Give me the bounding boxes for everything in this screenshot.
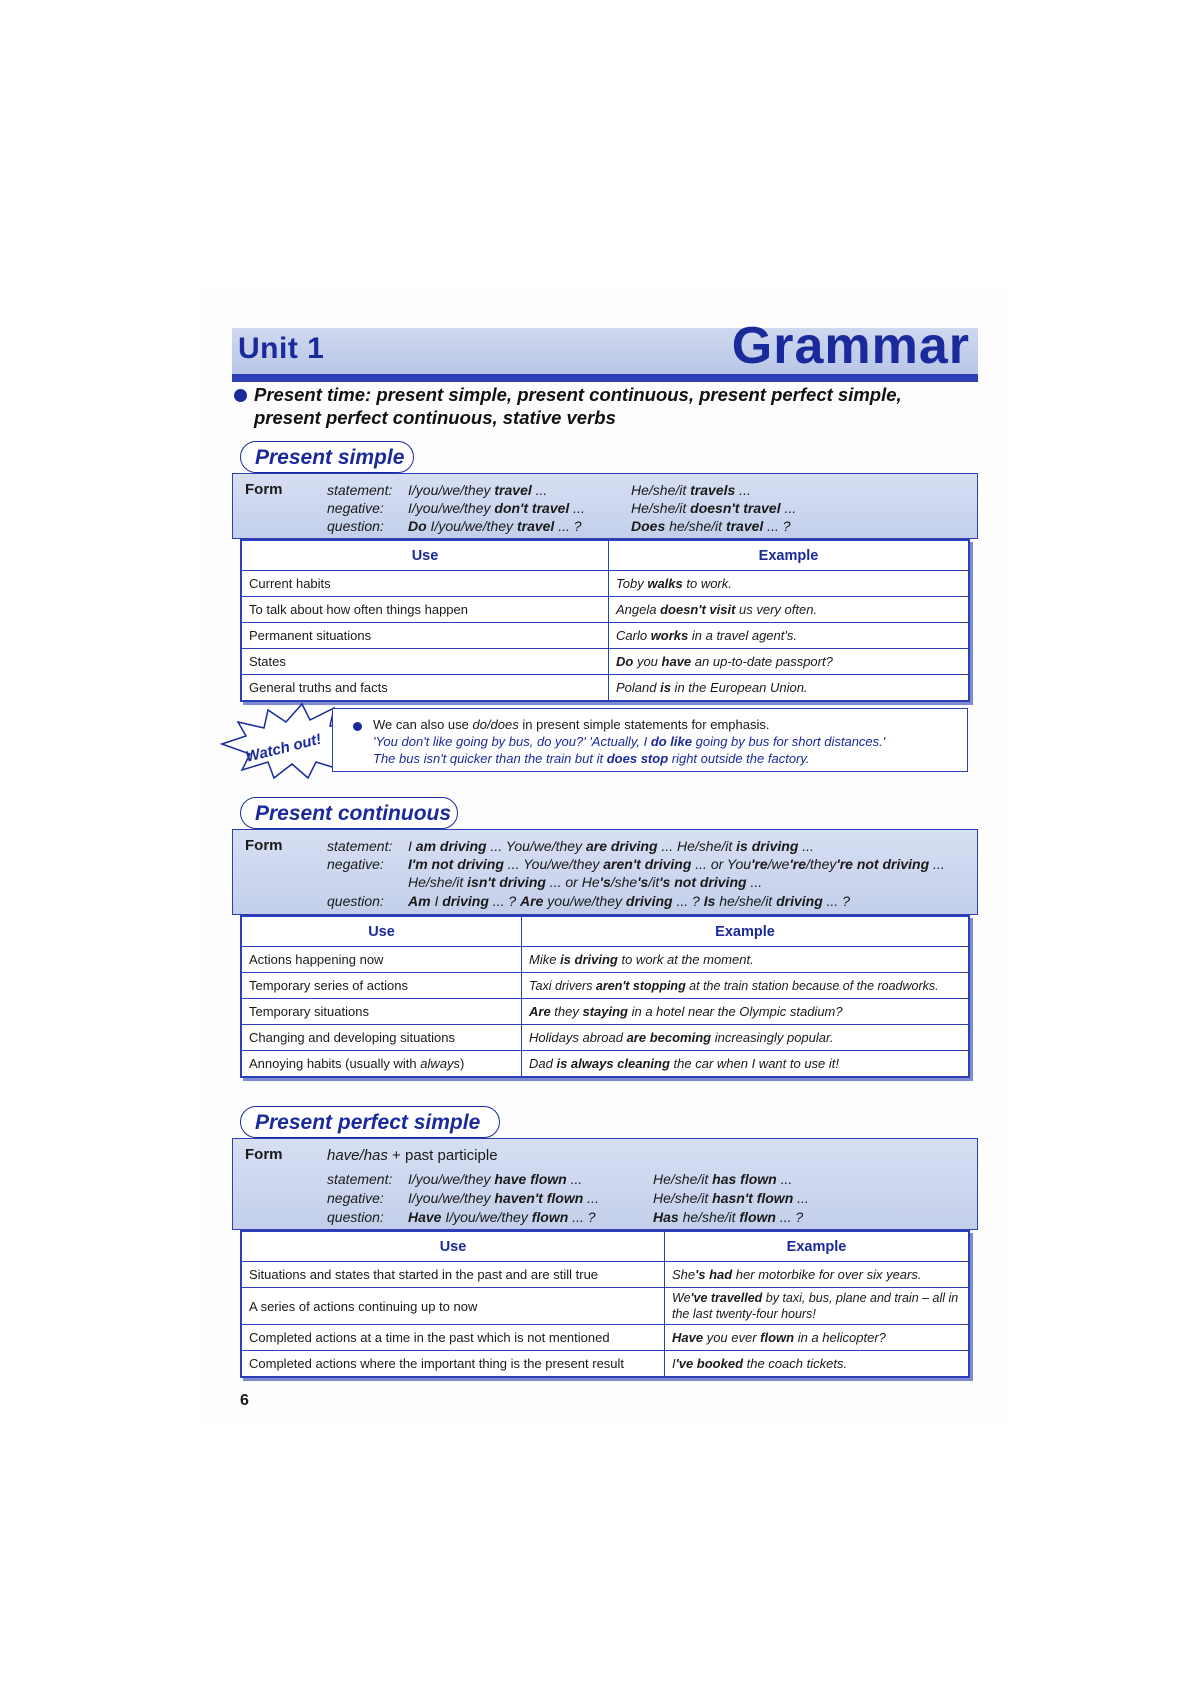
topic-heading xyxy=(254,383,974,429)
topic-line-1: Present time: present simple, present continuous, present perfect simple, xyxy=(254,384,902,405)
use-cell: States xyxy=(241,649,609,675)
table-header-row xyxy=(241,916,969,947)
watch-out-text: Watch out! xyxy=(244,730,324,766)
use-cell: Completed actions at a time in the past which is not mentioned xyxy=(241,1325,665,1351)
negative-label: negative: xyxy=(327,500,384,516)
table-row xyxy=(241,597,969,623)
use-cell: Completed actions where the important thing is the present result xyxy=(241,1351,665,1378)
example-cell: Do you have an up-to-date passport? xyxy=(609,649,970,675)
example-cell: I've booked the coach tickets. xyxy=(665,1351,970,1378)
watch-out-box xyxy=(332,708,968,772)
table-row xyxy=(241,623,969,649)
form-statement: I am driving ... You/we/they are driving ... He/she/it is driving ... xyxy=(408,838,814,854)
example-cell: Dad is always cleaning the car when I want to use it! xyxy=(522,1051,970,1078)
use-cell: Actions happening now xyxy=(241,947,522,973)
table-row xyxy=(241,999,969,1025)
use-cell: To talk about how often things happen xyxy=(241,597,609,623)
present-continuous-form-box xyxy=(232,829,978,915)
present-continuous-table xyxy=(240,915,970,1078)
use-cell: Annoying habits (usually with always) xyxy=(241,1051,522,1078)
form-label: Form xyxy=(245,1146,283,1163)
form-statement-plural: I/you/we/they have flown ... xyxy=(408,1171,583,1187)
section-title-present-simple: Present simple xyxy=(240,441,414,473)
example-cell: Carlo works in a travel agent's. xyxy=(609,623,970,649)
present-perfect-form-box xyxy=(232,1138,978,1230)
example-cell: Angela doesn't visit us very often. xyxy=(609,597,970,623)
example-cell: Have you ever flown in a helicopter? xyxy=(665,1325,970,1351)
table-row xyxy=(241,1025,969,1051)
table-row xyxy=(241,973,969,999)
question-label: question: xyxy=(327,518,384,534)
form-negative-singular: He/she/it doesn't travel ... xyxy=(631,500,797,516)
statement-label: statement: xyxy=(327,1171,393,1187)
table-row xyxy=(241,1051,969,1078)
statement-label: statement: xyxy=(327,838,393,854)
use-cell: A series of actions continuing up to now xyxy=(241,1288,665,1325)
form-statement-singular: He/she/it has flown ... xyxy=(653,1171,793,1187)
example-header: Example xyxy=(609,540,970,571)
use-cell: Permanent situations xyxy=(241,623,609,649)
watch-out-line-2: 'You don't like going by bus, do you?' 'Actually, I do like going by bus for short distances.' xyxy=(373,734,886,749)
form-negative-1: I'm not driving ... You/we/they aren't driving ... or You're/we're/they're not driving ... xyxy=(408,856,945,872)
form-negative-plural: I/you/we/they haven't flown ... xyxy=(408,1190,599,1206)
watch-out-line-1: We can also use do/does in present simple statements for emphasis. xyxy=(373,717,770,732)
use-header: Use xyxy=(241,540,609,571)
present-simple-table xyxy=(240,539,970,702)
grammar-title: Grammar xyxy=(731,317,970,375)
unit-header-bar xyxy=(232,317,978,382)
form-question: Am I driving ... ? Are you/we/they driving ... ? Is he/she/it driving ... ? xyxy=(408,893,850,909)
bullet-icon xyxy=(234,389,247,402)
present-simple-form-box xyxy=(232,473,978,539)
example-cell: Are they staying in a hotel near the Olympic stadium? xyxy=(522,999,970,1025)
example-cell: Mike is driving to work at the moment. xyxy=(522,947,970,973)
form-question-plural: Have I/you/we/they flown ... ? xyxy=(408,1209,596,1225)
topic-line-2: present perfect continuous, stative verbs xyxy=(254,407,616,428)
unit-label: Unit 1 xyxy=(238,332,325,365)
table-row xyxy=(241,649,969,675)
table-row xyxy=(241,675,969,702)
form-label: Form xyxy=(245,481,283,498)
section-title-present-continuous: Present continuous xyxy=(240,797,458,829)
negative-label: negative: xyxy=(327,1190,384,1206)
example-header: Example xyxy=(522,916,970,947)
example-cell: We've travelled by taxi, bus, plane and train – all in the last twenty-four hours! xyxy=(665,1288,970,1325)
table-row xyxy=(241,571,969,597)
table-header-row xyxy=(241,1231,969,1262)
use-header: Use xyxy=(241,1231,665,1262)
use-cell: Changing and developing situations xyxy=(241,1025,522,1051)
example-cell: She's had her motorbike for over six years. xyxy=(665,1262,970,1288)
table-row xyxy=(241,1351,969,1378)
example-header: Example xyxy=(665,1231,970,1262)
table-header-row xyxy=(241,540,969,571)
form-label: Form xyxy=(245,837,283,854)
use-cell: Current habits xyxy=(241,571,609,597)
question-label: question: xyxy=(327,1209,384,1225)
section-title-present-perfect-simple: Present perfect simple xyxy=(240,1106,500,1138)
example-cell: Taxi drivers aren't stopping at the train station because of the roadworks. xyxy=(522,973,970,999)
table-row xyxy=(241,947,969,973)
table-row xyxy=(241,1262,969,1288)
form-negative-plural: I/you/we/they don't travel ... xyxy=(408,500,585,516)
example-cell: Poland is in the European Union. xyxy=(609,675,970,702)
form-question-plural: Do I/you/we/they travel ... ? xyxy=(408,518,582,534)
example-cell: Toby walks to work. xyxy=(609,571,970,597)
use-cell: Situations and states that started in the past and are still true xyxy=(241,1262,665,1288)
statement-label: statement: xyxy=(327,482,393,498)
use-header: Use xyxy=(241,916,522,947)
form-statement-singular: He/she/it travels ... xyxy=(631,482,751,498)
table-row xyxy=(241,1288,969,1325)
watch-out-line-3: The bus isn't quicker than the train but it does stop right outside the factory. xyxy=(373,751,810,766)
present-perfect-table xyxy=(240,1230,970,1378)
table-row xyxy=(241,1325,969,1351)
form-base: have/has + past participle xyxy=(327,1147,498,1164)
form-negative-singular: He/she/it hasn't flown ... xyxy=(653,1190,809,1206)
form-question-singular: Has he/she/it flown ... ? xyxy=(653,1209,804,1225)
page-number: 6 xyxy=(240,1392,249,1409)
form-question-singular: Does he/she/it travel ... ? xyxy=(631,518,791,534)
form-negative-2: He/she/it isn't driving ... or He's/she's/it's not driving ... xyxy=(408,874,763,890)
example-cell: Holidays abroad are becoming increasingly popular. xyxy=(522,1025,970,1051)
use-cell: General truths and facts xyxy=(241,675,609,702)
question-label: question: xyxy=(327,893,384,909)
bullet-icon xyxy=(353,722,362,731)
use-cell: Temporary series of actions xyxy=(241,973,522,999)
form-statement-plural: I/you/we/they travel ... xyxy=(408,482,548,498)
use-cell: Temporary situations xyxy=(241,999,522,1025)
negative-label: negative: xyxy=(327,856,384,872)
